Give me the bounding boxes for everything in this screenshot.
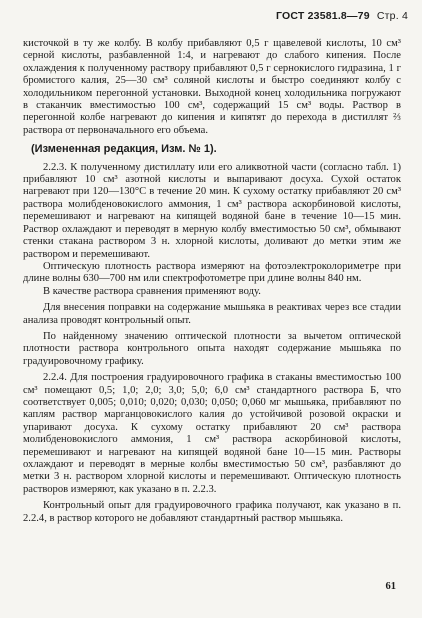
document-body xyxy=(23,38,401,525)
paragraph-arsenic-content: По найденному значению оптической плотности за вычетом оптической плотности раствора контрольного опыта находят содержание мышьяка по градуировочному графику. xyxy=(23,330,401,367)
paragraph-2-2-4: 2.2.4. Для построения градуировочного графика в стаканы вместимостью 100 см³ помещают 0,5; 1,0; 2,0; 3,0; 5,0; 6,0 см³ стандартного раствора Б, что соответствует 0,005; 0,010; 0,020; 0,030; 0,050; 0,060 мг мышьяка, прибавляют по каплям раствор марганцовокислого калия до устойчивой розовой окраски и упаривают досуха. К сухому остатку прибавляют 20 см³ раствора молибденовокислого аммония, 1 см³ раствора аскорбиновой кислоты, перемешивают и нагревают на кипящей водяной бане 10—15 мин. Растворы охлаждают и переводят в мерные колбы вместимостью 50 см³, разбавляют до метки 3 н. раствором хлорной кислоты и перемешивают. Оптическую плотность растворов измеряют, как указано в п. 2.2.3. xyxy=(23,372,401,495)
standard-number: ГОСТ 23581.8—79 xyxy=(275,10,370,22)
page-header xyxy=(276,10,408,22)
page-number: 61 xyxy=(385,581,396,592)
page-label: Стр. 4 xyxy=(376,10,408,22)
paragraph-control-experiment: Для внесения поправки на содержание мышьяка в реактивах через все стадии анализа проводят контрольный опыт. xyxy=(23,302,401,326)
paragraph-2-2-3: 2.2.3. К полученному дистиллату или его аликвотной части (согласно табл. 1) прибавляют 10 см³ азотной кислоты и выпаривают досуха. Сухой остаток нагревают при 120—130°С в течение 20 мин. К сухому остатку прибавляют 20 см³ раствора молибденовокислого аммония, 1 см³ раствора аскорбиновой кислоты, перемешивают и нагревают на кипящей водяной бане в течение 10—15 мин. Раствор охлаждают и переводят в мерную колбу вместимостью 50 см³, обмывают стенки стакана раствором 3 н. хлорной кислоты, доливают до метки этим же раствором и перемешивают. xyxy=(23,161,401,260)
paragraph-optical-density: Оптическую плотность раствора измеряют на фотоэлектроколориметре при длине волны 630—700 нм или спектрофотометре при длине волны 840 нм. xyxy=(23,260,401,285)
paragraph-reference-solution: В качестве раствора сравнения применяют воду. xyxy=(43,285,261,297)
paragraph-continuation: кисточкой в ту же колбу. В колбу прибавляют 0,5 г щавелевой кислоты, 10 см³ серной кислоты, разбавленной 1:4, и нагревают до слабого кипения. После охлаждения к полученному раствору прибавляют 0,5 г сернокислого гидразина, 1 г бромистого калия, 25—30 см³ соляной кислоты и быстро соединяют колбу с холодильником перегонной установки. Выходной конец холодильника погружают в стаканчик вместимостью 100 см³, содержащий 15 см³ воды. Раствор в перегонной колбе нагревают до кипения и кипятят до перехода в дистиллят ⅔ раствора от первоначального его объема. xyxy=(23,38,401,136)
amendment-note: (Измененная редакция, Изм. № 1). xyxy=(31,143,217,156)
paragraph-calibration-control: Контрольный опыт для градуировочного графика получают, как указано в п. 2.2.4, в раствор которого не добавляют стандартный раствор мышьяка. xyxy=(23,500,401,524)
